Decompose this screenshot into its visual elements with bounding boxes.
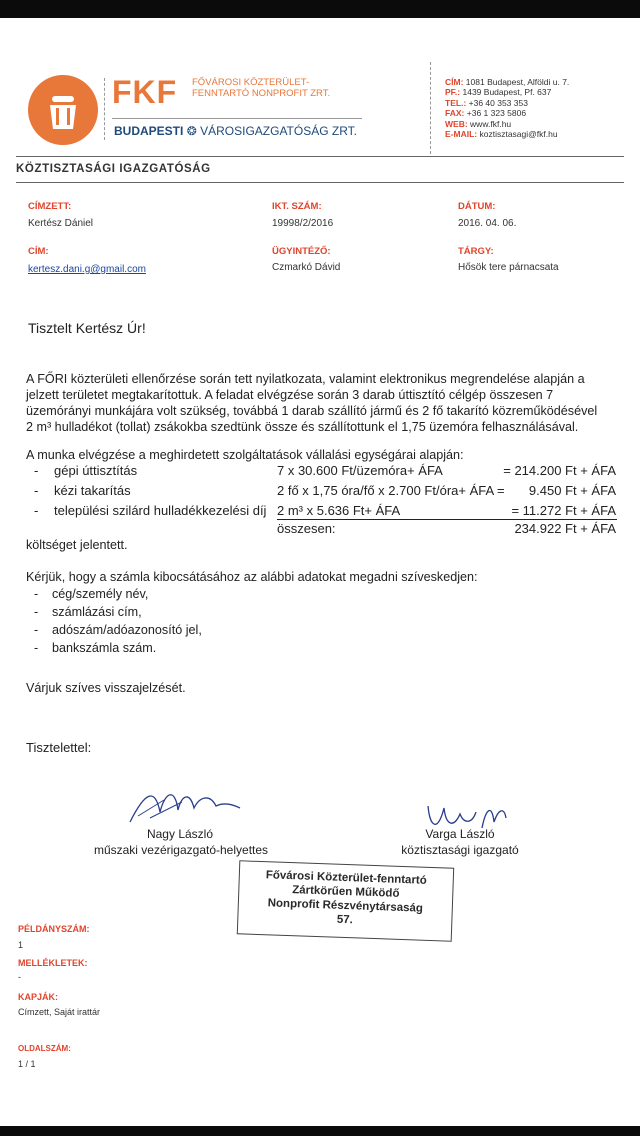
list-item: - cég/személy név, bbox=[34, 587, 149, 601]
ugyintezo-value: Czmarkó Dávid bbox=[272, 262, 341, 273]
list-item: - számlázási cím, bbox=[34, 605, 142, 619]
budapesti-text: BUDAPESTI bbox=[114, 124, 184, 138]
closing-line: Tisztelettel: bbox=[26, 740, 92, 755]
cim-label: CÍM: bbox=[28, 246, 49, 257]
signature-left-name: Nagy László bbox=[146, 827, 214, 841]
ikt-label: IKT. SZÁM: bbox=[272, 201, 322, 212]
contact-web: WEB: www.fkf.hu bbox=[445, 118, 512, 129]
targy-value: Hősök tere párnacsata bbox=[458, 262, 559, 273]
mellekletek-label: MELLÉKLETEK: bbox=[18, 958, 88, 968]
item-dash-1: - bbox=[34, 463, 39, 478]
email-link[interactable]: kertesz.dani.g@gmail.com bbox=[28, 264, 146, 275]
crest-icon: ❂ bbox=[186, 124, 197, 138]
signature-left-title: műszaki vezérigazgató-helyettes bbox=[93, 843, 269, 857]
signature-left-scribble bbox=[120, 782, 250, 832]
logo-rule bbox=[112, 118, 362, 119]
targy-label: TÁRGY: bbox=[458, 246, 494, 257]
company-stamp bbox=[237, 860, 454, 941]
oldalszam-label: OLDALSZÁM: bbox=[18, 1044, 71, 1053]
bottom-bar bbox=[0, 1126, 640, 1136]
org-name bbox=[192, 77, 362, 99]
header-rule-bottom bbox=[16, 182, 624, 183]
stamp-line-2: Zártkörűen Működő bbox=[291, 884, 400, 900]
p1-line-3: üzemórányi munkájára volt szükség, továbbá 1 darab szállító jármű és 2 fő takarító közreműködésével bbox=[26, 404, 598, 418]
stamp-line-1: Fővárosi Közterület-fenntartó bbox=[265, 869, 427, 887]
signature-right-name: Varga László bbox=[425, 827, 495, 841]
contact-email: E-MAIL: koztisztasagi@fkf.hu bbox=[445, 129, 558, 140]
stamp-line-4: 57. bbox=[336, 913, 354, 927]
data-list bbox=[34, 585, 202, 657]
item-name-2: kézi takarítás bbox=[54, 483, 131, 498]
peldanyszam-label: PÉLDÁNYSZÁM: bbox=[18, 924, 90, 934]
department-title: KÖZTISZTASÁGI IGAZGATÓSÁG bbox=[16, 163, 211, 175]
item-name-1: gépi úttisztítás bbox=[54, 463, 138, 478]
item-dash-2: - bbox=[34, 483, 39, 498]
sum-label: összesen: bbox=[277, 521, 336, 536]
item-total-2: 9.450 Ft + ÁFA bbox=[528, 483, 616, 498]
item-total-1: = 214.200 Ft + ÁFA bbox=[503, 463, 616, 478]
trash-bin-logo-icon bbox=[28, 75, 98, 145]
p1-line-2: jelzett területet megtakarítottuk. A feladat elvégzése során 3 darab úttisztító célgép összesen 7 bbox=[26, 388, 554, 402]
contact-block bbox=[445, 77, 569, 139]
kapjak-value: Címzett, Saját irattár bbox=[18, 1007, 101, 1017]
budapesti-line bbox=[114, 124, 357, 138]
logo-divider bbox=[104, 78, 105, 140]
p1-line-4: 2 m³ hulladékot (tollat) zsákokba szedtünk össze és szállítottunk el 1,75 üzemóra felhasználásával. bbox=[26, 420, 579, 434]
contact-divider bbox=[430, 62, 431, 154]
peldanyszam-value: 1 bbox=[18, 940, 24, 950]
header-rule-top bbox=[16, 156, 624, 157]
contact-pf: PF.: 1439 Budapest, Pf. 637 bbox=[445, 87, 552, 98]
item-calc-3: 2 m³ x 5.636 Ft+ ÁFA bbox=[277, 503, 401, 518]
varos-text: VÁROSIGAZGATÓSÁG ZRT. bbox=[200, 124, 358, 138]
ugyintezo-label: ÜGYINTÉZŐ: bbox=[272, 246, 331, 257]
sum-rule bbox=[277, 519, 617, 520]
waiting-line: Várjuk szíves visszajelzését. bbox=[26, 681, 186, 695]
salutation: Tisztelt Kertész Úr! bbox=[28, 320, 146, 336]
p1-line-1: A FŐRI közterületi ellenőrzése során tett nyilatkozata, valamint elektronikus megrendelése alapján a bbox=[26, 372, 585, 386]
cimzett-label: CÍMZETT: bbox=[28, 201, 72, 212]
cimzett-value: Kertész Dániel bbox=[28, 218, 94, 229]
contact-fax: FAX: +36 1 323 5806 bbox=[445, 108, 527, 119]
paragraph-1 bbox=[26, 371, 626, 435]
sum-total: 234.922 Ft + ÁFA bbox=[514, 521, 616, 536]
item-name-3: települési szilárd hulladékkezelési díj bbox=[54, 503, 267, 518]
paragraph-3: Kérjük, hogy a számla kibocsátásához az alábbi adatokat megadni szíveskedjen: bbox=[26, 570, 478, 584]
stamp-line-3: Nonprofit Részvénytársaság bbox=[267, 897, 424, 915]
list-item: - bankszámla szám. bbox=[34, 641, 157, 655]
kapjak-label: KAPJÁK: bbox=[18, 992, 59, 1002]
contact-tel: TEL.: +36 40 353 353 bbox=[445, 97, 528, 108]
org-line-1: FŐVÁROSI KÖZTERÜLET- bbox=[192, 77, 310, 88]
ikt-value: 19998/2/2016 bbox=[272, 218, 334, 229]
item-dash-3: - bbox=[34, 503, 39, 518]
paragraph-2: A munka elvégzése a meghirdetett szolgáltatások vállalási egységárai alapján: bbox=[26, 448, 464, 462]
signature-right-title: köztisztasági igazgató bbox=[401, 843, 519, 857]
top-bar bbox=[0, 0, 640, 18]
cost-line: költséget jelentett. bbox=[26, 538, 128, 552]
fkf-logo-text: FKF bbox=[112, 74, 178, 110]
list-item: - adószám/adóazonosító jel, bbox=[34, 623, 202, 637]
contact-cim: CÍM: 1081 Budapest, Alföldi u. 7. bbox=[445, 77, 570, 87]
datum-label: DÁTUM: bbox=[458, 201, 496, 212]
datum-value: 2016. 04. 06. bbox=[458, 218, 517, 229]
item-calc-1: 7 x 30.600 Ft/üzemóra+ ÁFA bbox=[277, 463, 443, 478]
oldalszam-value: 1 / 1 bbox=[18, 1059, 36, 1069]
mellekletek-value: - bbox=[18, 972, 21, 982]
org-line-2: FENNTARTÓ NONPROFIT ZRT. bbox=[192, 88, 331, 99]
item-total-3: = 11.272 Ft + ÁFA bbox=[511, 503, 616, 518]
item-calc-2: 2 fő x 1,75 óra/fő x 2.700 Ft/óra+ ÁFA = bbox=[277, 483, 505, 498]
